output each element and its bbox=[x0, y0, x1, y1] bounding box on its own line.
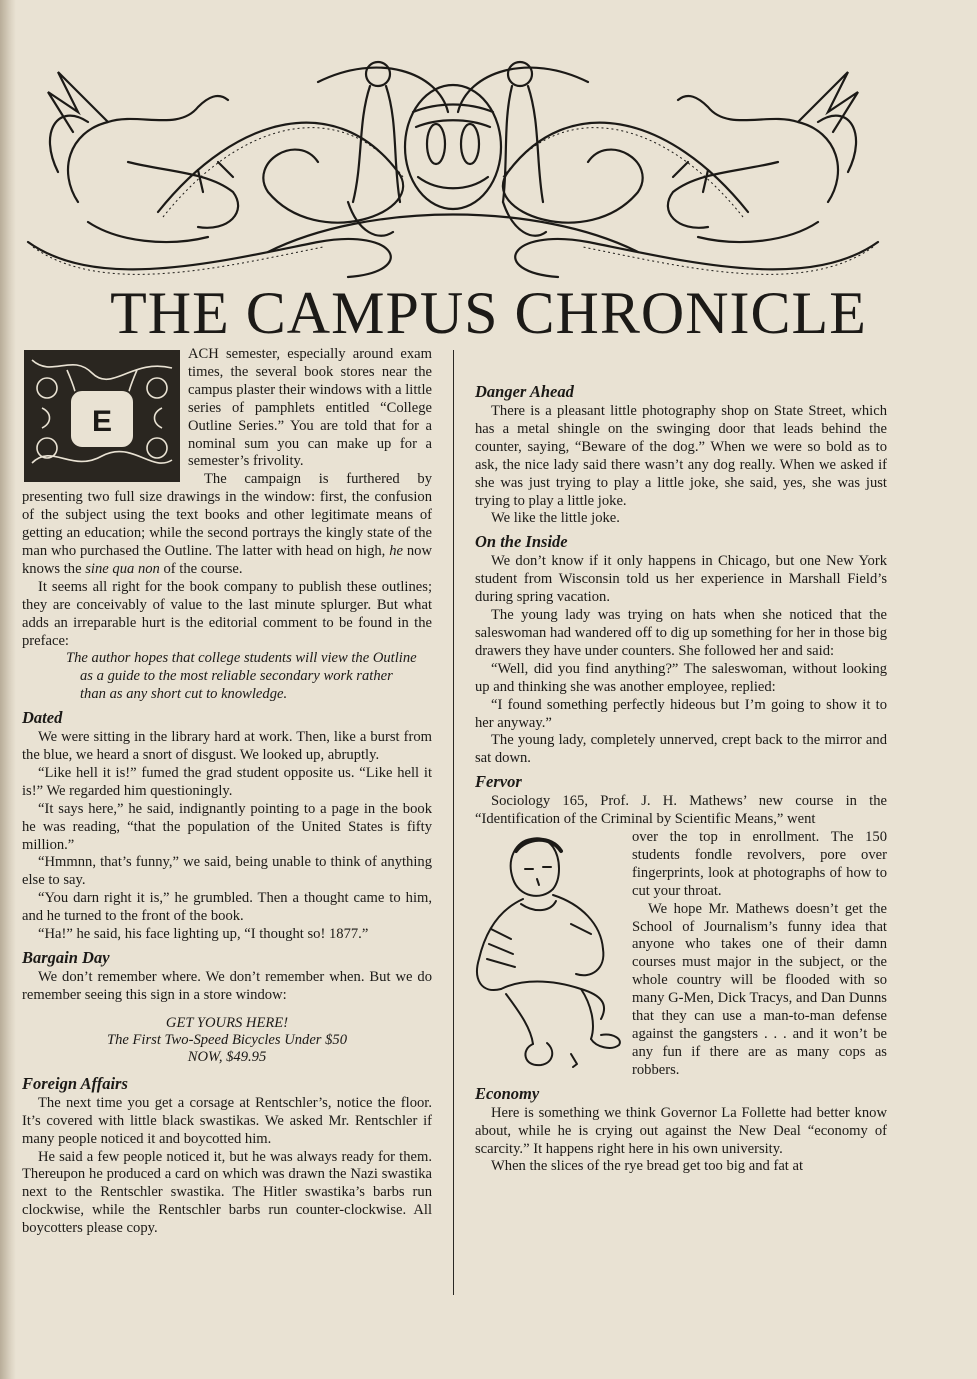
store-sign-line-2: The First Two-Speed Bicycles Under $50 bbox=[106, 1031, 348, 1048]
drop-cap-letter: E bbox=[91, 405, 113, 438]
section-heading-danger-ahead: Danger Ahead bbox=[475, 382, 574, 401]
inside-paragraph-2: The young lady was trying on hats when she noticed that the saleswoman had wandered off to dig up something for her in those big drawers they have under counters. She followed her and said: bbox=[475, 607, 887, 659]
economy-paragraph-1: Here is something we think Governor La Follette had better know about, while he is crying out against the New Deal “economy of scarcity.” It happens right here in his own university. bbox=[475, 1104, 887, 1157]
inside-paragraph-5: The young lady, completely unnerved, crept back to the mirror and sat down. bbox=[475, 732, 887, 767]
section-heading-fervor: Fervor bbox=[475, 772, 522, 792]
inside-paragraph-1: We don’t know if it only happens in Chicago, but one New York student from Wisconsin told us her experience in Marshall Field’s during spring vacation. bbox=[475, 553, 887, 606]
fervor-paragraph-1b: over the top in enrollment. The 150 students fondle revolvers, pore over fingerprints, look at photographs of how to cut your throat. bbox=[632, 829, 887, 899]
dated-paragraph-4: “Hmmnn, that’s funny,” we said, being unable to think of anything else to say. bbox=[22, 854, 432, 889]
section-heading-foreign-affairs: Foreign Affairs bbox=[22, 1073, 128, 1093]
section-heading-on-the-inside: On the Inside bbox=[475, 532, 568, 552]
right-column bbox=[475, 378, 887, 1176]
left-column bbox=[22, 346, 432, 1238]
store-sign-line-3: NOW, $49.95 bbox=[187, 1048, 267, 1065]
intro-paragraph-1: ACH semester, especially around exam times, the several book stores near the campus plaster their windows with a little series of pamphlets entitled “College Outline Series.” You are told that for a nominal sum you can make up for a semester’s frivolity. bbox=[188, 346, 432, 470]
fervor-paragraph-1a: Sociology 165, Prof. J. H. Mathews’ new course in the “Identification of the Criminal by Scientific Means,” went bbox=[475, 793, 887, 828]
page-edge-shadow bbox=[0, 0, 16, 1379]
danger-paragraph-2: We like the little joke. bbox=[491, 510, 620, 527]
intro-paragraph-3: It seems all right for the book company to publish these outlines; they are conceivably of value to the last minute splurger. But what adds an irreparable hurt is the editorial comment to be found in the preface: bbox=[22, 578, 432, 649]
inside-paragraph-4: “I found something perfectly hideous but I’m going to show it to her anyway.” bbox=[475, 696, 887, 731]
foreign-paragraph-2: He said a few people noticed it, but he was always ready for them. Thereupon he produced a card on which was drawn the Nazi swastika next to the Rentschler swastika. The Hitler swastika’s barbs run clockwise, while the Rentschler barbs run counter-clockwise. All boycotters please copy. bbox=[22, 1148, 432, 1237]
preface-quote: The author hopes that college students will view the Outline as a guide to the most reliable secondary work rather than as any short cut to knowledge. bbox=[66, 650, 417, 703]
dated-paragraph-2: “Like hell it is!” fumed the grad student opposite us. “Like hell it is!” We regarded him questioningly. bbox=[22, 764, 432, 799]
section-heading-economy: Economy bbox=[475, 1083, 540, 1103]
store-sign-line-1: GET YOURS HERE! bbox=[165, 1014, 289, 1031]
fervor-paragraph-2: We hope Mr. Mathews doesn’t get the School of Journalism’s funny idea that anyone who takes one of their damn courses must major in the subject, or the whole country will be flooded with so many G-Men, Dick Tracys, and Dan Dunns that they can use a man-to-man defense against the gangsters . . . and it won’t be any fun if there are as many cops as robbers. bbox=[632, 900, 887, 1078]
bargain-paragraph-1: We don’t remember where. We don’t remember when. But we do remember seeing this sign in a store window: bbox=[22, 969, 432, 1003]
economy-paragraph-2: When the slices of the rye bread get too big and fat at bbox=[491, 1158, 804, 1175]
danger-paragraph-1: There is a pleasant little photography shop on State Street, which has a metal shingle on the swinging door that leads behind the counter, saying, “Beware of the dog.” When we were so bold as to ask, the nice lady said there wasn’t any dog really. When we asked if she was just trying to play a little joke, she said, yes, she was just trying to play a little joke. bbox=[475, 403, 887, 509]
store-sign bbox=[22, 1015, 432, 1066]
intro-paragraph-2: The campaign is furthered by presenting two full size drawings in the window: first, the confusion of the subject using the text books and other legitimate means of getting an education; while the second portrays the kingly state of the man who purchased the Outline. The latter with head on high, he now knows the sine qua non of the course. bbox=[22, 471, 432, 577]
inside-paragraph-3: “Well, did you find anything?” The saleswoman, without looking up and thinking she was another employee, replied: bbox=[475, 660, 887, 695]
dated-paragraph-3: “It says here,” he said, indignantly pointing to a page in the book he was reading, “that the population of the United States is fifty million.” bbox=[22, 800, 432, 853]
ornamental-drop-cap-icon bbox=[22, 348, 182, 484]
dated-paragraph-1: We were sitting in the library hard at work. Then, like a burst from the blue, we heard a snort of disgust. We looked up, abruptly. bbox=[22, 729, 432, 764]
section-heading-dated: Dated bbox=[22, 708, 63, 728]
octopus-dragons-banner-illustration bbox=[18, 52, 888, 282]
dated-paragraph-6: “Ha!” he said, his face lighting up, “I thought so! 1877.” bbox=[38, 926, 369, 943]
seated-student-illustration bbox=[461, 829, 626, 1074]
masthead-title: THE CAMPUS CHRONICLE bbox=[110, 280, 867, 346]
foreign-paragraph-1: The next time you get a corsage at Rentschler’s, notice the floor. It’s covered with little black swastikas. We asked Mr. Rentschler if many people noticed it and boycotted him. bbox=[22, 1094, 432, 1147]
column-divider bbox=[453, 350, 454, 1295]
section-heading-bargain-day: Bargain Day bbox=[22, 948, 110, 967]
dated-paragraph-5: “You darn right it is,” he grumbled. Then a thought came to him, and he turned to the front of the book. bbox=[22, 890, 432, 925]
